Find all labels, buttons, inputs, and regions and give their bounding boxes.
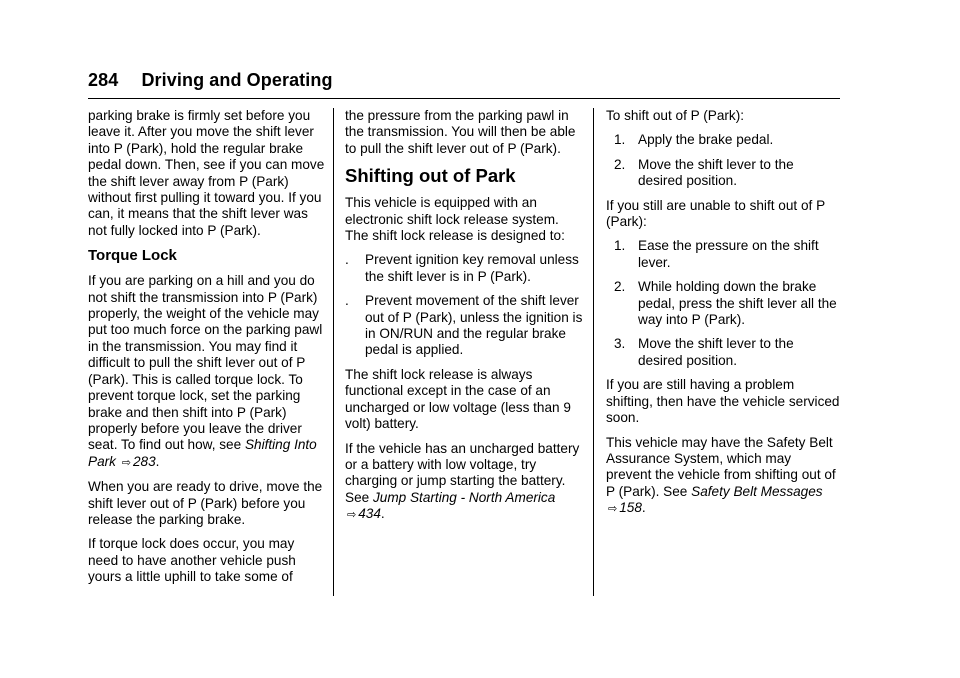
column-2	[345, 108, 583, 532]
torque-lock-heading: Torque Lock	[88, 247, 177, 265]
numbered-list-1	[606, 132, 840, 189]
page-ref-arrow-icon: ⇨	[608, 503, 618, 516]
paragraph: To shift out of P (Park):	[606, 108, 745, 123]
list-item-text: Move the shift lever to the desired position.	[638, 336, 794, 368]
ref-title: Safety Belt Messages	[691, 483, 823, 499]
section-title: Driving and Operating	[141, 70, 333, 90]
paragraph: This vehicle is equipped with an electronic shift lock release system. The shift lock release is designed to:	[345, 195, 565, 244]
bullet-list	[345, 252, 583, 358]
ref-page: 158	[619, 500, 642, 516]
column-divider-1	[333, 108, 334, 596]
cross-reference-link[interactable]	[345, 490, 555, 521]
numbered-list-2	[606, 238, 840, 369]
column-1	[88, 108, 326, 594]
list-item-text: While holding down the brake pedal, press the shift lever all the way into P (Park).	[638, 279, 837, 328]
list-item	[606, 157, 840, 190]
bullet-mark: .	[345, 252, 349, 268]
paragraph-text: If you are parking on a hill and you do not shift the transmission into P (Park) properly, the weight of the vehicle may put too much force on the parking pawl in the transmission. You may find it difficult to pull the shift lever out of P (Park). This is called torque lock. To prevent torque lock, set the parking brake and then shift into P (Park) properly before you leave the driver seat. To find out how, see	[88, 273, 323, 453]
paragraph: If you still are unable to shift out of P (Park):	[606, 197, 825, 230]
paragraph: parking brake is firmly set before you leave it. After you move the shift lever into P (Park), hold the regular brake pedal down. Then, see if you can move the shift lever away from P (Park) without first pulling it toward you. If you can, it means that the shift lever was not fully locked into P (Park).	[88, 108, 325, 238]
step-number: 2.	[614, 156, 626, 172]
paragraph: If torque lock does occur, you may need to have another vehicle push yours a little uphill to take some of	[88, 536, 296, 585]
list-item-text: Apply the brake pedal.	[638, 132, 774, 148]
paragraph-text: If the vehicle has an uncharged battery or a battery with low voltage, try charging or jump starting the battery. See	[345, 440, 580, 505]
column-divider-2	[593, 108, 594, 596]
list-item	[345, 252, 583, 285]
ref-title: Shifting Into Park	[88, 437, 317, 469]
page-ref-arrow-icon: ⇨	[347, 509, 357, 522]
list-item-text: Move the shift lever to the desired position.	[638, 156, 794, 189]
header-rule	[88, 98, 840, 99]
page-header	[88, 70, 333, 91]
bullet-mark: .	[345, 293, 349, 309]
paragraph: This vehicle may have the Safety Belt Assurance System, which may prevent the vehicle from shifting out of P (Park). See Safety Belt Messages ⇨ 158.	[606, 434, 836, 516]
paragraph: If you are still having a problem shifting, then have the vehicle serviced soon.	[606, 377, 840, 426]
list-item	[345, 293, 583, 359]
paragraph-text: This vehicle may have the Safety Belt Assurance System, which may prevent the vehicle from shifting out of P (Park). See	[606, 434, 836, 499]
step-number: 3.	[614, 336, 626, 352]
column-3	[606, 108, 840, 526]
list-item-text: Prevent movement of the shift lever out of P (Park), unless the ignition is in ON/RUN and the regular brake pedal is applied.	[365, 293, 583, 358]
shifting-out-of-park-heading: Shifting out of Park	[345, 165, 516, 187]
paragraph: The shift lock release is always functional except in the case of an uncharged or low voltage (less than 9 volt) battery.	[345, 366, 571, 432]
paragraph: the pressure from the parking pawl in the transmission. You will then be able to pull the shift lever out of P (Park).	[345, 108, 576, 156]
step-number: 1.	[614, 238, 626, 254]
list-item	[606, 132, 840, 148]
paragraph: When you are ready to drive, move the shift lever out of P (Park) before you release the parking brake.	[88, 479, 323, 527]
ref-title: Jump Starting - North America	[372, 489, 556, 505]
list-item	[606, 336, 840, 369]
list-item-text: Prevent ignition key removal unless the shift lever is in P (Park).	[365, 252, 579, 284]
paragraph: If the vehicle has an uncharged battery or a battery with low voltage, try charging or jump starting the battery. See Jump Starting - North America ⇨ 434.	[345, 440, 580, 522]
list-item	[606, 238, 840, 271]
ref-page: 283	[132, 453, 156, 469]
list-item	[606, 279, 840, 328]
page-number: 284	[88, 70, 119, 90]
paragraph: If you are parking on a hill and you do not shift the transmission into P (Park) properly, the weight of the vehicle may put too much force on the parking pawl in the transmission. You may find it difficult to pull the shift lever out of P (Park). This is called torque lock. To prevent torque lock, set the parking brake and then shift into P (Park) properly before you leave the driver seat. To find out how, see Shifting Into Park ⇨ 283.	[88, 273, 323, 469]
step-number: 1.	[614, 132, 626, 148]
page-ref-arrow-icon: ⇨	[121, 456, 131, 469]
list-item-text: Ease the pressure on the shift lever.	[638, 238, 819, 270]
ref-page: 434	[358, 506, 381, 522]
step-number: 2.	[614, 279, 626, 295]
